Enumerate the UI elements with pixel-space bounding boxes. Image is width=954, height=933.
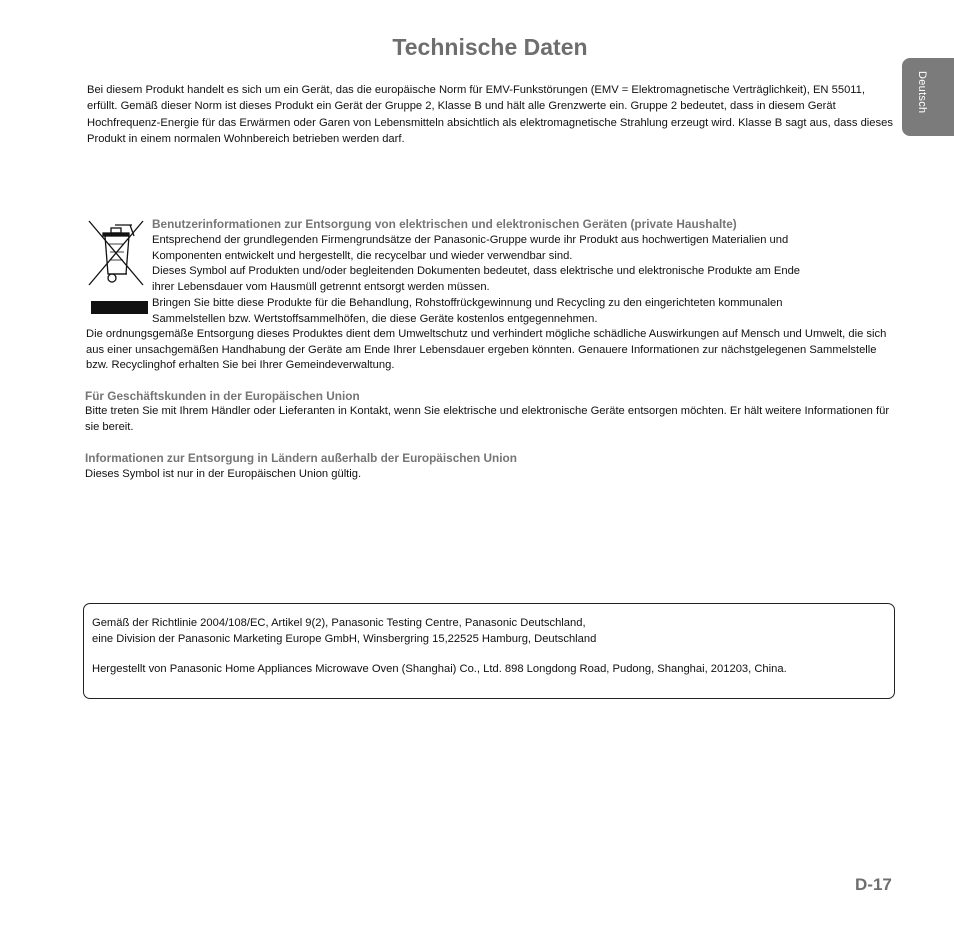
disposal-line: Dieses Symbol auf Produkten und/oder begleitenden Dokumenten bedeutet, dass elektrische und elektronische Produkte am Ende <box>152 265 801 278</box>
outside-eu-heading: Informationen zur Entsorgung in Ländern außerhalb der Europäischen Union <box>85 451 517 465</box>
language-tab-label: Deutsch <box>916 71 928 114</box>
language-tab <box>902 58 954 136</box>
disposal-paragraph: Die ordnungsgemäße Entsorgung dieses Produktes dient dem Umweltschutz und verhindert mögliche schädliche Auswirkungen auf Mensch und Umwelt, die sich aus einer unsachgemäßen Handhabung der Geräte am Ende Ihrer Lebensdauer ergeben könnten. Genauere Informationen zur nächstgelegenen Sammelstelle bzw. Recyclinghof erhalten Sie bei Ihrer Gemeindeverwaltung. <box>86 328 887 372</box>
crossed-bin-icon <box>86 219 148 289</box>
disposal-line: Entsprechend der grundlegenden Firmengrundsätze der Panasonic-Gruppe wurde ihr Produkt aus hochwertigen Materialien und <box>152 234 789 246</box>
business-heading: Für Geschäftskunden in der Europäischen Union <box>85 389 360 403</box>
manufacturer-info-box <box>83 603 895 699</box>
directive-line: Gemäß der Richtlinie 2004/108/EC, Artikel 9(2), Panasonic Testing Centre, Panasonic Deutschland, <box>92 617 586 629</box>
outside-eu-text: Dieses Symbol ist nur in der Europäischen Union gültig. <box>85 468 362 480</box>
disposal-heading: Benutzerinformationen zur Entsorgung von elektrischen und elektronischen Geräten (private Haushalte) <box>152 217 737 231</box>
manufacturer-line: Hergestellt von Panasonic Home Appliances Microwave Oven (Shanghai) Co., Ltd. 898 Longdong Road, Pudong, Shanghai, 201203, China. <box>92 663 787 675</box>
disposal-line: Bringen Sie bitte diese Produkte für die Behandlung, Rohstoffrückgewinnung und Recycling zu den eingerichteten kommunalen <box>152 296 783 309</box>
disposal-line: Sammelstellen bzw. Wertstoffsammelhöfen, die diese Geräte kostenlos entgegennehmen. <box>152 312 598 325</box>
disposal-text <box>152 233 892 327</box>
disposal-line: ihrer Lebensdauer vom Hausmüll getrennt entsorgt werden müssen. <box>152 281 490 294</box>
business-text: Bitte treten Sie mit Ihrem Händler oder Lieferanten in Kontakt, wenn Sie elektrische und elektronische Geräte entsorgen möchten. Er hält weitere Informationen für sie bereit. <box>85 405 890 433</box>
weee-black-bar <box>91 301 148 314</box>
page-number: D-17 <box>855 875 892 894</box>
disposal-line: Komponenten entwickelt und hergestellt, die recycelbar und wieder verwendbar sind. <box>152 249 573 262</box>
emv-paragraph: Bei diesem Produkt handelt es sich um ein Gerät, das die europäische Norm für EMV-Funkstörungen (EMV = Elektromagnetische Verträglichkeit), EN 55011, erfüllt. Gemäß dieser Norm ist dieses Produkt ein Gerät der Gruppe 2, Klasse B und hält alle Grenzwerte ein. Gruppe 2 bedeutet, dass in diesem Gerät Hochfrequenz-Energie für das Erwärmen oder Garen von Lebensmitteln absichtlich als elektromagnetische Strahlung erzeugt wird. Klasse B sagt aus, dass dieses Produkt in einem normalen Wohnbereich betrieben werden darf. <box>87 84 893 145</box>
page-title: Technische Daten <box>392 34 588 60</box>
division-line: eine Division der Panasonic Marketing Europe GmbH, Winsbergring 15,22525 Hamburg, Deutschland <box>92 633 597 645</box>
